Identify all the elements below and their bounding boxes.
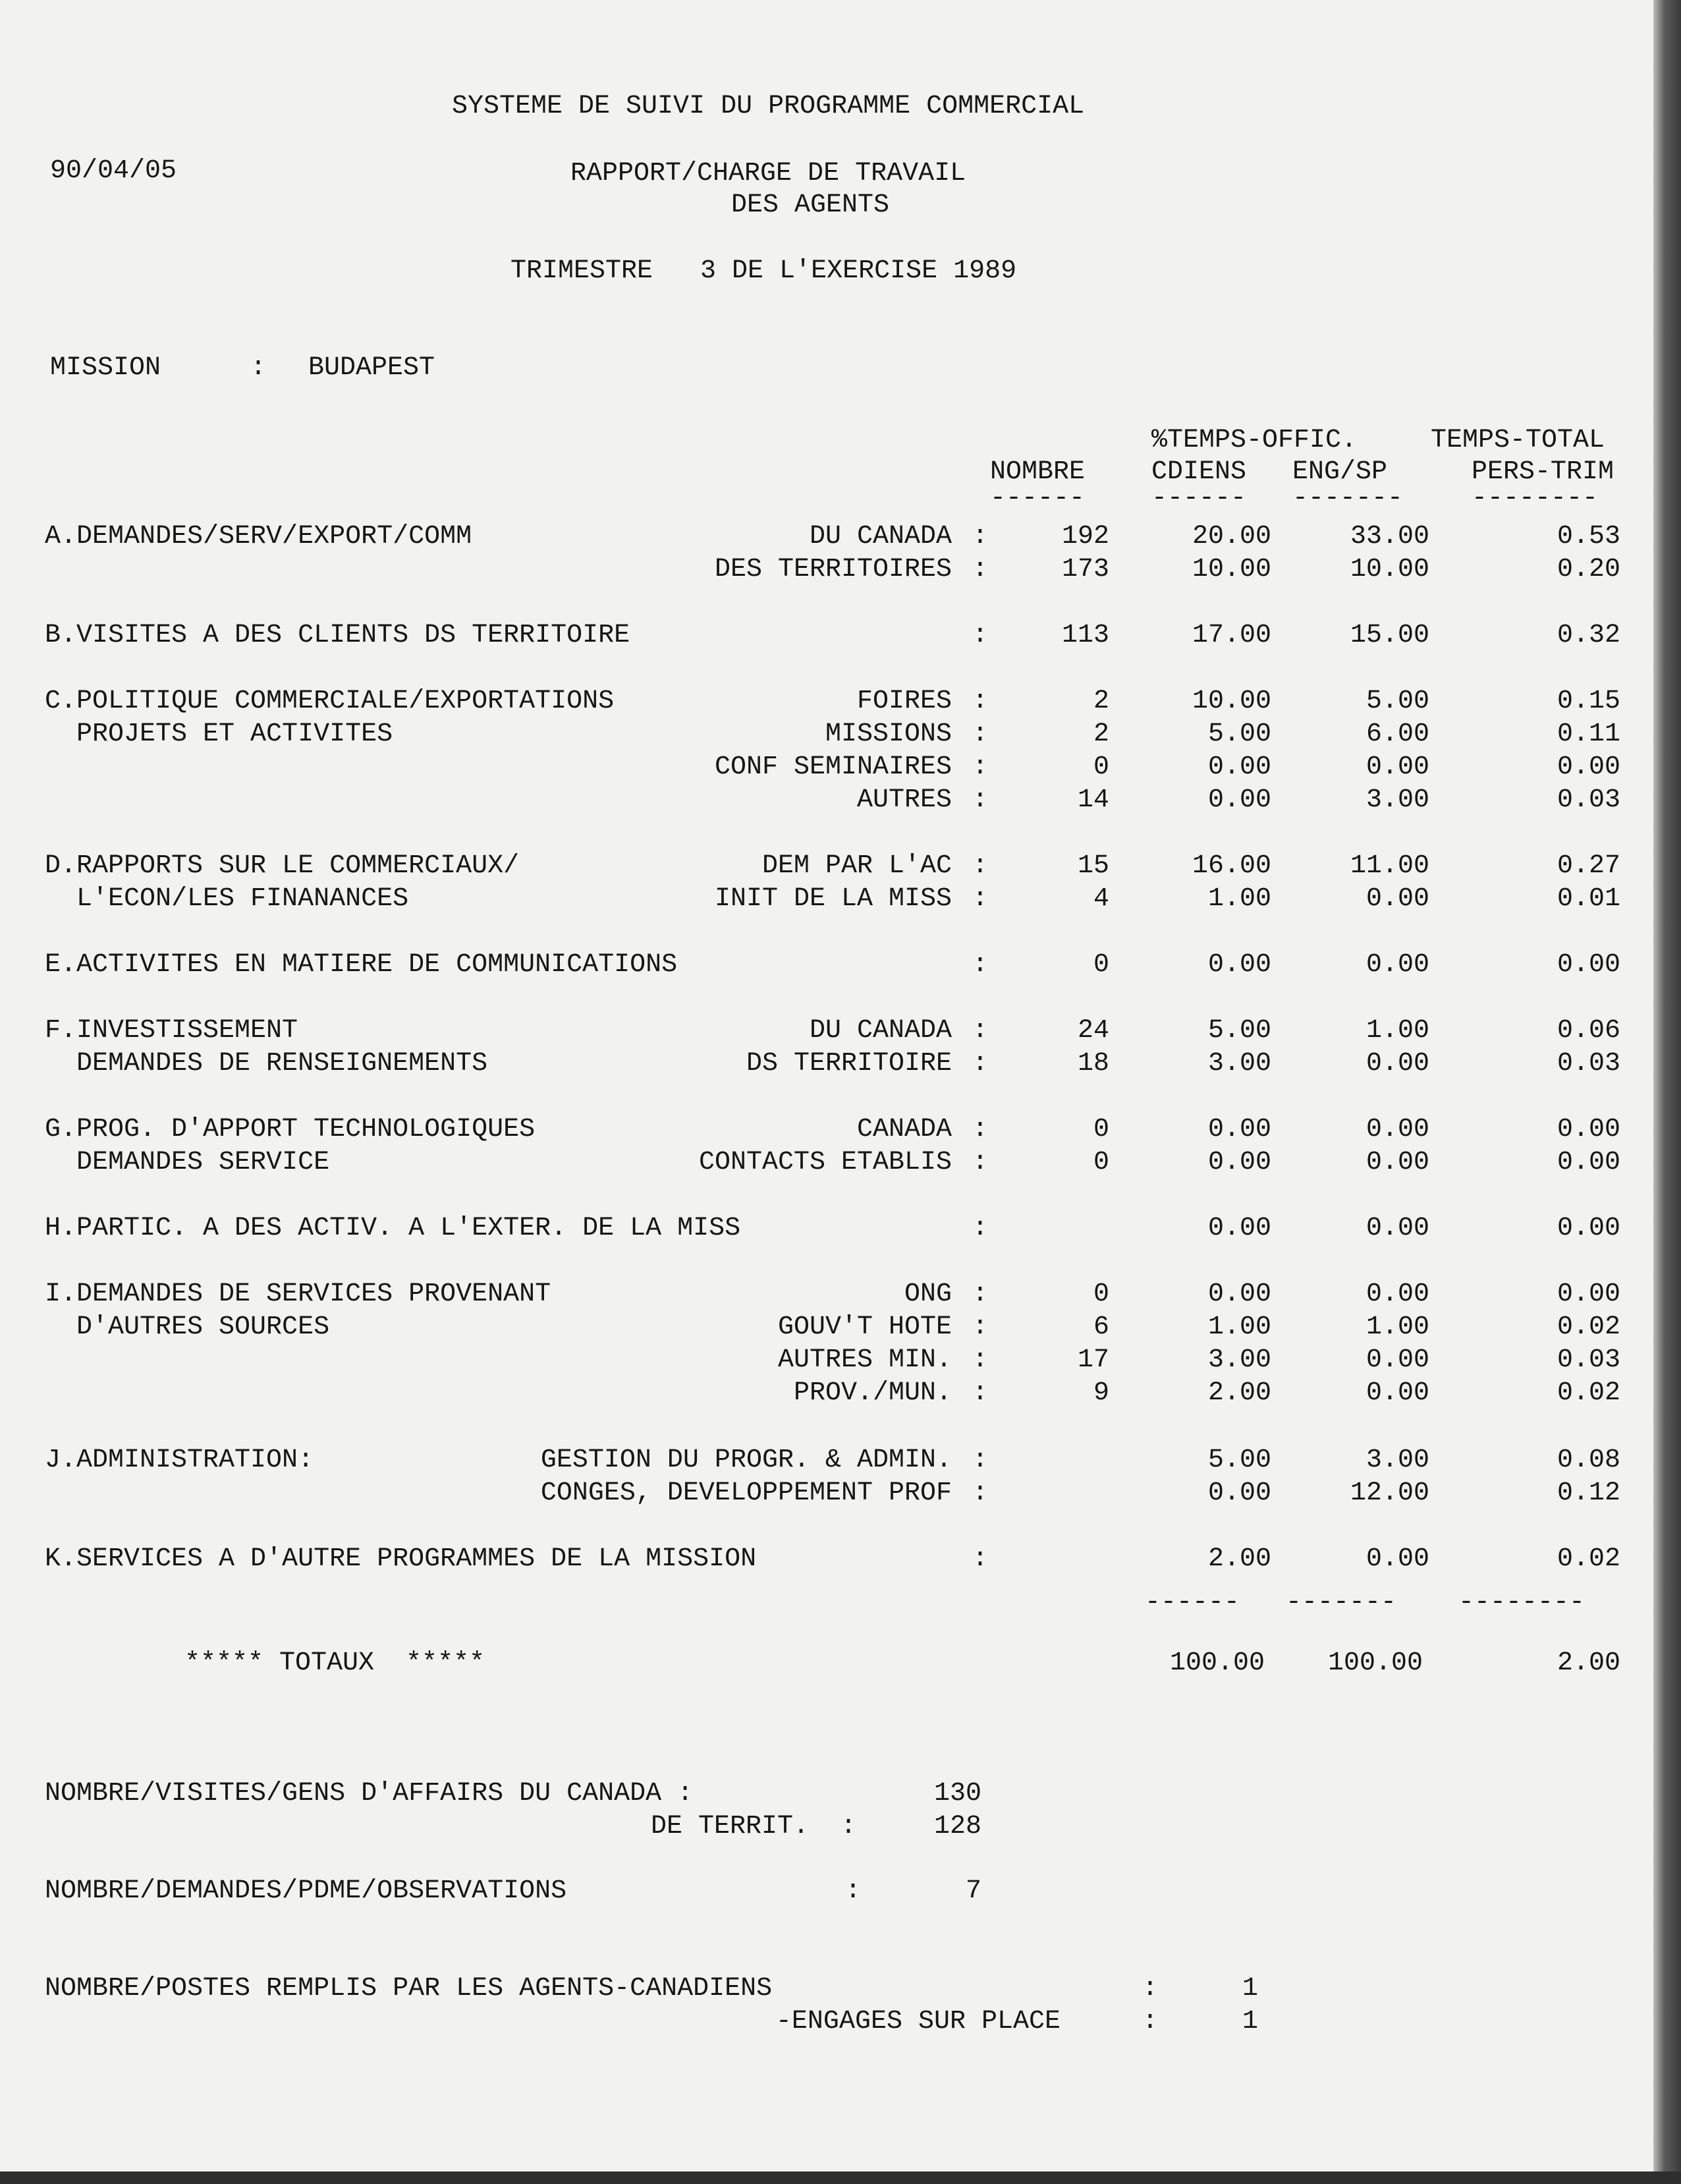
row-subcategory: CANADA xyxy=(856,1115,952,1144)
row-engsp: 33.00 xyxy=(1350,522,1429,551)
row-separator: : xyxy=(972,884,989,914)
row-cdiens: 3.00 xyxy=(1207,1049,1271,1078)
col-header-temps-total: TEMPS-TOTAL xyxy=(1431,426,1605,455)
row-separator: : xyxy=(972,1312,989,1342)
row-pers-trim: 0.53 xyxy=(1557,522,1620,551)
row-cdiens: 20.00 xyxy=(1192,522,1271,551)
row-pers-trim: 0.02 xyxy=(1557,1312,1620,1342)
row-cdiens: 5.00 xyxy=(1207,1445,1271,1475)
row-category: K.SERVICES A D'AUTRE PROGRAMMES DE LA MISSION xyxy=(45,1544,757,1574)
footer-visits-value: 130 xyxy=(933,1779,981,1808)
row-separator: : xyxy=(972,686,989,716)
row-engsp: 0.00 xyxy=(1365,1345,1429,1375)
row-engsp: 12.00 xyxy=(1350,1478,1429,1508)
row-engsp: 6.00 xyxy=(1365,719,1429,749)
footer-engages-sep: : xyxy=(1142,2007,1159,2036)
row-subcategory: PROV./MUN. xyxy=(793,1378,952,1408)
row-cdiens: 0.00 xyxy=(1207,785,1271,815)
row-separator: : xyxy=(972,621,989,650)
footer-demandes-sep: : xyxy=(845,1876,862,1906)
row-separator: : xyxy=(972,851,989,881)
row-category: L'ECON/LES FINANANCES xyxy=(45,884,409,914)
row-cdiens: 2.00 xyxy=(1207,1544,1271,1574)
row-cdiens: 0.00 xyxy=(1207,1115,1271,1144)
col-rule-cdiens: ------ xyxy=(1151,484,1247,513)
row-separator: : xyxy=(972,1214,989,1243)
row-cdiens: 16.00 xyxy=(1192,851,1271,881)
row-cdiens: 1.00 xyxy=(1207,1312,1271,1342)
row-subcategory: INIT DE LA MISS xyxy=(714,884,952,914)
totals-engsp: 100.00 xyxy=(1327,1648,1423,1678)
row-separator: : xyxy=(972,1378,989,1408)
row-pers-trim: 0.27 xyxy=(1557,851,1620,881)
row-pers-trim: 0.01 xyxy=(1557,884,1620,914)
row-nombre: 0 xyxy=(1093,950,1109,980)
report-period: TRIMESTRE 3 DE L'EXERCISE 1989 xyxy=(510,256,1017,286)
row-category: E.ACTIVITES EN MATIERE DE COMMUNICATIONS xyxy=(45,950,678,980)
col-rule-perstrim: -------- xyxy=(1472,484,1599,513)
totals-pers: 2.00 xyxy=(1557,1648,1620,1678)
row-separator: : xyxy=(972,1279,989,1309)
row-cdiens: 0.00 xyxy=(1207,752,1271,782)
page-binding-edge xyxy=(1653,0,1681,2184)
row-separator: : xyxy=(972,1345,989,1375)
report-title-line1: RAPPORT/CHARGE DE TRAVAIL xyxy=(570,159,966,188)
row-pers-trim: 0.20 xyxy=(1557,555,1620,584)
row-separator: : xyxy=(972,1049,989,1078)
row-separator: : xyxy=(972,1478,989,1508)
row-pers-trim: 0.03 xyxy=(1557,1049,1620,1078)
row-separator: : xyxy=(972,1016,989,1046)
row-subcategory: DS TERRITOIRE xyxy=(746,1049,952,1078)
row-separator: : xyxy=(972,785,989,815)
row-pers-trim: 0.03 xyxy=(1557,1345,1620,1375)
row-pers-trim: 0.00 xyxy=(1557,1148,1620,1177)
row-engsp: 0.00 xyxy=(1365,752,1429,782)
row-separator: : xyxy=(972,522,989,551)
row-nombre: 113 xyxy=(1061,621,1109,650)
row-subcategory: DEM PAR L'AC xyxy=(761,851,952,881)
row-pers-trim: 0.03 xyxy=(1557,785,1620,815)
col-header-cdiens: CDIENS xyxy=(1151,457,1247,487)
row-cdiens: 5.00 xyxy=(1207,1016,1271,1046)
row-engsp: 11.00 xyxy=(1350,851,1429,881)
row-cdiens: 0.00 xyxy=(1207,1279,1271,1309)
system-title: SYSTEME DE SUIVI DU PROGRAMME COMMERCIAL xyxy=(452,92,1085,121)
row-nombre: 2 xyxy=(1093,686,1109,716)
row-subcategory: MISSIONS xyxy=(825,719,952,749)
row-nombre: 4 xyxy=(1093,884,1109,914)
row-engsp: 0.00 xyxy=(1365,1544,1429,1574)
row-cdiens: 0.00 xyxy=(1207,1478,1271,1508)
footer-postes-sep: : xyxy=(1142,1974,1159,2003)
totals-rule-pers: -------- xyxy=(1458,1588,1585,1617)
row-nombre: 0 xyxy=(1093,1148,1109,1177)
row-category: F.INVESTISSEMENT xyxy=(45,1016,298,1046)
footer-engages-label: -ENGAGES SUR PLACE xyxy=(775,2007,1061,2036)
row-pers-trim: 0.00 xyxy=(1557,1279,1620,1309)
row-category: DEMANDES DE RENSEIGNEMENTS xyxy=(45,1049,488,1078)
row-subcategory: GESTION DU PROGR. & ADMIN. xyxy=(540,1445,952,1475)
col-rule-engsp: ------- xyxy=(1292,484,1404,513)
row-subcategory: AUTRES MIN. xyxy=(777,1345,952,1375)
row-category: D.RAPPORTS SUR LE COMMERCIAUX/ xyxy=(45,851,520,881)
row-cdiens: 1.00 xyxy=(1207,884,1271,914)
row-subcategory: CONF SEMINAIRES xyxy=(714,752,952,782)
row-engsp: 0.00 xyxy=(1365,1214,1429,1243)
row-pers-trim: 0.06 xyxy=(1557,1016,1620,1046)
row-subcategory: AUTRES xyxy=(856,785,952,815)
row-pers-trim: 0.08 xyxy=(1557,1445,1620,1475)
row-engsp: 15.00 xyxy=(1350,621,1429,650)
row-pers-trim: 0.12 xyxy=(1557,1478,1620,1508)
row-nombre: 9 xyxy=(1093,1378,1109,1408)
row-nombre: 2 xyxy=(1093,719,1109,749)
row-subcategory: DU CANADA xyxy=(809,522,952,551)
row-nombre: 17 xyxy=(1077,1345,1109,1375)
row-category: G.PROG. D'APPORT TECHNOLOGIQUES xyxy=(45,1115,536,1144)
row-engsp: 3.00 xyxy=(1365,1445,1429,1475)
row-category: A.DEMANDES/SERV/EXPORT/COMM xyxy=(45,522,472,551)
report-date: 90/04/05 xyxy=(50,156,177,186)
row-cdiens: 0.00 xyxy=(1207,1214,1271,1243)
row-engsp: 1.00 xyxy=(1365,1016,1429,1046)
row-pers-trim: 0.00 xyxy=(1557,752,1620,782)
row-separator: : xyxy=(972,1115,989,1144)
mission-separator: : xyxy=(250,353,267,383)
row-engsp: 5.00 xyxy=(1365,686,1429,716)
row-cdiens: 17.00 xyxy=(1192,621,1271,650)
row-engsp: 0.00 xyxy=(1365,950,1429,980)
row-pers-trim: 0.02 xyxy=(1557,1544,1620,1574)
row-nombre: 0 xyxy=(1093,1279,1109,1309)
row-subcategory: GOUV'T HOTE xyxy=(777,1312,952,1342)
row-engsp: 3.00 xyxy=(1365,785,1429,815)
row-engsp: 0.00 xyxy=(1365,1049,1429,1078)
totals-rule-cdiens: ------ xyxy=(1145,1588,1240,1617)
totals-label: ***** TOTAUX ***** xyxy=(184,1648,485,1678)
row-engsp: 0.00 xyxy=(1365,1115,1429,1144)
row-subcategory: CONTACTS ETABLIS xyxy=(698,1148,952,1177)
page-bottom-edge xyxy=(0,2171,1681,2184)
row-category: H.PARTIC. A DES ACTIV. A L'EXTER. DE LA MISS xyxy=(45,1214,741,1243)
row-pers-trim: 0.00 xyxy=(1557,950,1620,980)
footer-territ-label: DE TERRIT. : xyxy=(650,1812,856,1841)
footer-demandes-label: NOMBRE/DEMANDES/PDME/OBSERVATIONS xyxy=(45,1876,567,1906)
row-pers-trim: 0.15 xyxy=(1557,686,1620,716)
row-separator: : xyxy=(972,719,989,749)
row-category: C.POLITIQUE COMMERCIALE/EXPORTATIONS xyxy=(45,686,615,716)
footer-postes-label: NOMBRE/POSTES REMPLIS PAR LES AGENTS-CANADIENS xyxy=(45,1974,773,2003)
report-title-line2: DES AGENTS xyxy=(731,190,890,220)
row-engsp: 0.00 xyxy=(1365,1148,1429,1177)
row-separator: : xyxy=(972,752,989,782)
row-nombre: 15 xyxy=(1077,851,1109,881)
footer-postes-value: 1 xyxy=(1242,1974,1258,2003)
row-cdiens: 0.00 xyxy=(1207,950,1271,980)
row-nombre: 0 xyxy=(1093,752,1109,782)
row-category: D'AUTRES SOURCES xyxy=(45,1312,330,1342)
row-engsp: 0.00 xyxy=(1365,884,1429,914)
row-engsp: 0.00 xyxy=(1365,1378,1429,1408)
row-pers-trim: 0.00 xyxy=(1557,1214,1620,1243)
footer-territ-value: 128 xyxy=(933,1812,981,1841)
row-category: PROJETS ET ACTIVITES xyxy=(45,719,393,749)
row-separator: : xyxy=(972,555,989,584)
row-cdiens: 5.00 xyxy=(1207,719,1271,749)
row-cdiens: 0.00 xyxy=(1207,1148,1271,1177)
row-pers-trim: 0.32 xyxy=(1557,621,1620,650)
mission-value: BUDAPEST xyxy=(308,353,435,383)
row-pers-trim: 0.02 xyxy=(1557,1378,1620,1408)
row-nombre: 24 xyxy=(1077,1016,1109,1046)
col-rule-nombre: ------ xyxy=(990,484,1086,513)
footer-engages-value: 1 xyxy=(1242,2007,1258,2036)
row-nombre: 18 xyxy=(1077,1049,1109,1078)
row-cdiens: 10.00 xyxy=(1192,555,1271,584)
row-category: DEMANDES SERVICE xyxy=(45,1148,330,1177)
col-header-nombre: NOMBRE xyxy=(990,457,1086,487)
row-nombre: 173 xyxy=(1061,555,1109,584)
row-nombre: 0 xyxy=(1093,1115,1109,1144)
row-separator: : xyxy=(972,1445,989,1475)
totals-cdiens: 100.00 xyxy=(1169,1648,1265,1678)
row-subcategory: CONGES, DEVELOPPEMENT PROF xyxy=(540,1478,952,1508)
row-separator: : xyxy=(972,950,989,980)
row-cdiens: 10.00 xyxy=(1192,686,1271,716)
col-header-perstrim: PERS-TRIM xyxy=(1472,457,1614,487)
totals-rule-engsp: ------- xyxy=(1286,1588,1397,1617)
row-category: B.VISITES A DES CLIENTS DS TERRITOIRE xyxy=(45,621,630,650)
row-category: J.ADMINISTRATION: xyxy=(45,1445,314,1475)
row-nombre: 6 xyxy=(1093,1312,1109,1342)
row-separator: : xyxy=(972,1544,989,1574)
row-nombre: 14 xyxy=(1077,785,1109,815)
mission-label: MISSION xyxy=(50,353,161,383)
row-subcategory: DU CANADA xyxy=(809,1016,952,1046)
row-cdiens: 2.00 xyxy=(1207,1378,1271,1408)
row-engsp: 1.00 xyxy=(1365,1312,1429,1342)
row-nombre: 192 xyxy=(1061,522,1109,551)
row-category: I.DEMANDES DE SERVICES PROVENANT xyxy=(45,1279,551,1309)
row-subcategory: FOIRES xyxy=(856,686,952,716)
row-pers-trim: 0.11 xyxy=(1557,719,1620,749)
row-cdiens: 3.00 xyxy=(1207,1345,1271,1375)
footer-demandes-value: 7 xyxy=(965,1876,981,1906)
row-engsp: 10.00 xyxy=(1350,555,1429,584)
col-header-engsp: ENG/SP xyxy=(1292,457,1388,487)
col-header-pct-temps: %TEMPS-OFFIC. xyxy=(1151,426,1358,455)
row-pers-trim: 0.00 xyxy=(1557,1115,1620,1144)
footer-visits-label: NOMBRE/VISITES/GENS D'AFFAIRS DU CANADA : xyxy=(45,1779,694,1808)
row-engsp: 0.00 xyxy=(1365,1279,1429,1309)
row-subcategory: ONG xyxy=(904,1279,952,1309)
row-subcategory: DES TERRITOIRES xyxy=(714,555,952,584)
row-separator: : xyxy=(972,1148,989,1177)
